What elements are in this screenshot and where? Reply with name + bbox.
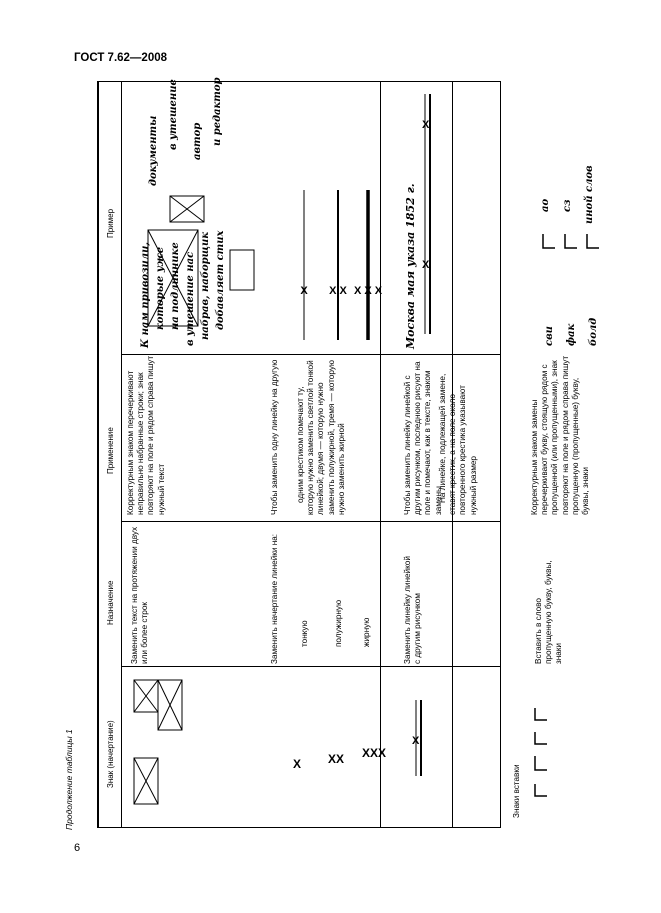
svg-text:X X: X X (329, 285, 347, 297)
example-line-6: добавляет стих (215, 230, 226, 330)
insert-purpose: Вставить в слово пропущенную букву, буквы, знаки (534, 560, 564, 664)
margin-note-2: в утешение (168, 79, 179, 150)
insert-word-3: болд (588, 317, 599, 346)
example-line-4: в утешение нас (185, 251, 196, 346)
example-line-1: К нам привозили, (140, 242, 151, 348)
replace-text-sign (126, 670, 196, 820)
section-insert-marks: Знаки вставки (512, 764, 521, 818)
rule-figure-application-extra: На линейке, подлежащей замене, ставят крестик, а на поле около повторенного крестика указывают нужный размер (438, 373, 478, 515)
insert-margin-1: ао (540, 198, 551, 212)
example-line-5: набрав, наборщик (200, 231, 211, 340)
mark-x-2: XX (328, 752, 345, 766)
col-header-example: Пример (106, 208, 115, 238)
line-weight-bold: жирную (362, 617, 371, 647)
page-number: 6 (74, 842, 81, 854)
mark-x-1: X (293, 757, 302, 771)
insert-margin-3: иной слов (584, 165, 595, 224)
col-header-application: Применение (106, 427, 115, 474)
svg-text:X: X (300, 285, 308, 297)
standard-title: ГОСТ 7.62—2008 (74, 52, 168, 64)
svg-text:X: X (422, 259, 430, 271)
line-weight-app-intro: Чтобы заменить одну линейку на другую (270, 359, 279, 515)
line-weight-thin: тонкую (300, 620, 309, 647)
line-weight-semibold: полужирную (334, 599, 343, 647)
insert-sign (527, 700, 567, 810)
line-weight-example (290, 190, 390, 350)
insert-word-1: сви (544, 326, 555, 346)
svg-text:X: X (422, 119, 430, 131)
example-line-2: которые уже (155, 246, 166, 330)
svg-text:X: X (412, 735, 420, 747)
replace-text-purpose: Заменить текст на протяжении двух или более строк (130, 526, 150, 664)
insert-application: Корректурным знаком замены перечеркивают букву, стоящую рядом с пропущенной (или пропущенными), знак повторяют на поле и рядом справа пишут пропущенную (пропущенные) букву, буквы, знаки (530, 355, 591, 515)
col-header-purpose: Назначение (106, 580, 115, 625)
margin-note-4: и редактор (212, 77, 223, 146)
insert-margin-2: сз (562, 199, 573, 212)
mark-x-3: XXX (362, 746, 387, 760)
col-header-sign: Знак (начертание) (106, 720, 115, 788)
insert-word-2: фак (566, 323, 577, 346)
table-caption: Продолжение таблицы 1 (64, 729, 74, 830)
line-weight-title: Заменить начертание линейки на: (270, 533, 279, 664)
line-weight-app-body: одним крестиком помечают ту, которую нужно заменить светлой тонкой линейкой; двумя — которую нужно заменить полужирной, тремя — которую нужно заменить жирной (296, 359, 346, 515)
example-line-3: на подлиннике (170, 242, 181, 330)
replace-text-application: Корректурным знаком перечеркивают неправильно набранные строки; знак повторяют на поле и рядом справа пишут нужный текст (126, 355, 166, 515)
rule-figure-example-text: Москва мая указа 1852 г. (404, 183, 417, 349)
margin-note-3: автор (192, 122, 203, 160)
rule-figure-sign (404, 700, 444, 780)
svg-text:X X X: X X X (353, 285, 383, 297)
margin-note-1: документы (148, 115, 159, 186)
rule-figure-application: Чтобы заменить линейку линейкой с другим рисунком, последнюю рисуют на поле и помечают, как в тексте, знаком замены (403, 361, 443, 515)
rule-figure-purpose: Заменить линейку линейкой с другим рисунком (403, 556, 423, 664)
